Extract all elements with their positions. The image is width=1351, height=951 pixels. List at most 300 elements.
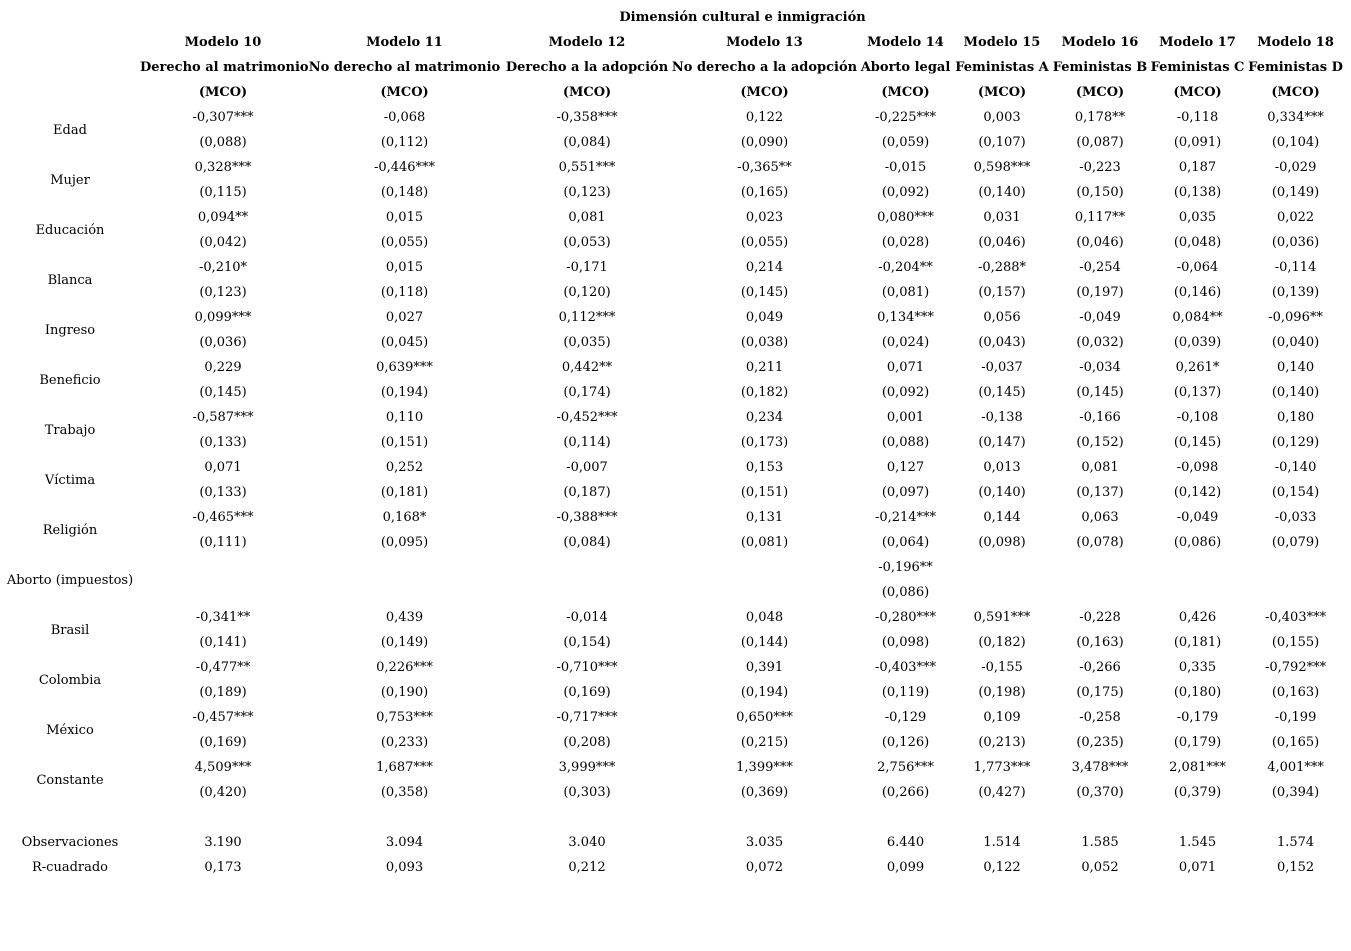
coefficient-cell: -0,129: [884, 710, 927, 725]
coefficient-cell: 0,084**: [1172, 310, 1223, 325]
coefficient-cell: -0,166: [1079, 410, 1121, 425]
standard-error-cell: (0,379): [1173, 785, 1222, 800]
standard-error-row: [0, 180, 1345, 205]
standard-error-row: [0, 330, 1345, 355]
stat-value-cell: 0,122: [983, 860, 1021, 875]
method-cell: (MCO): [562, 85, 612, 100]
standard-error-cell: (0,150): [1076, 185, 1124, 200]
coefficient-cell: 0,127: [886, 460, 925, 475]
coefficient-cell: 0,013: [983, 460, 1021, 475]
row-label: Brasil: [50, 622, 90, 638]
standard-error-cell: (0,107): [978, 135, 1026, 150]
standard-error-cell: (0,081): [881, 285, 930, 300]
standard-error-cell: (0,165): [1271, 735, 1320, 750]
dependent-variable-cell: Derecho al matrimonio: [140, 60, 309, 75]
standard-error-cell: (0,055): [380, 235, 429, 250]
coefficient-cell: 0,015: [385, 210, 424, 225]
standard-error-cell: (0,147): [978, 435, 1026, 450]
coefficient-cell: 0,187: [1178, 160, 1217, 175]
standard-error-row: [0, 280, 1345, 305]
standard-error-cell: (0,151): [740, 485, 789, 500]
standard-error-cell: (0,149): [380, 635, 429, 650]
coefficient-row: [0, 705, 1345, 730]
standard-error-cell: [503, 580, 671, 605]
table-title: Dimensión cultural e inmigración: [619, 10, 866, 25]
dependent-variable-cell: Derecho a la adopción: [505, 60, 669, 75]
coefficient-cell: -0,204**: [878, 260, 933, 275]
empty-corner-cell: [0, 5, 140, 30]
coefficient-cell: -0,014: [566, 610, 608, 625]
standard-error-cell: (0,118): [380, 285, 429, 300]
stat-value-cell: 3.035: [745, 835, 784, 850]
standard-error-cell: (0,104): [1271, 135, 1320, 150]
coefficient-cell: [953, 555, 1051, 580]
standard-error-cell: (0,145): [1173, 435, 1222, 450]
standard-error-cell: (0,181): [1173, 635, 1222, 650]
coefficient-row: [0, 505, 1345, 530]
coefficient-row: [0, 655, 1345, 680]
coefficient-cell: 0,328***: [194, 160, 252, 175]
standard-error-cell: (0,358): [380, 785, 429, 800]
standard-error-cell: (0,120): [563, 285, 611, 300]
stat-label: Observaciones: [21, 835, 119, 850]
coefficient-cell: 0,391: [745, 660, 784, 675]
standard-error-cell: (0,180): [1173, 685, 1222, 700]
standard-error-cell: (0,194): [740, 685, 789, 700]
standard-error-cell: (0,046): [978, 235, 1026, 250]
dependent-variable-cell: No derecho a la adopción: [671, 60, 858, 75]
standard-error-row: [0, 430, 1345, 455]
coefficient-cell: -0,254: [1079, 260, 1121, 275]
stat-value-cell: 3.040: [568, 835, 606, 850]
standard-error-cell: [306, 580, 503, 605]
coefficient-cell: 0,226***: [376, 660, 433, 675]
coefficient-cell: 0,023: [745, 210, 784, 225]
row-label: Mujer: [50, 172, 90, 188]
coefficient-cell: 0,442**: [561, 360, 613, 375]
row-label: Víctima: [44, 472, 96, 488]
coefficient-cell: -0,446***: [373, 160, 436, 175]
standard-error-cell: (0,163): [1271, 685, 1320, 700]
coefficient-cell: -0,007: [566, 460, 608, 475]
standard-error-cell: (0,119): [881, 685, 930, 700]
standard-error-cell: (0,097): [881, 485, 930, 500]
coefficient-row: [0, 105, 1345, 130]
standard-error-cell: (0,394): [1271, 785, 1320, 800]
standard-error-cell: (0,092): [881, 185, 930, 200]
coefficient-cell: -0,155: [981, 660, 1023, 675]
standard-error-cell: (0,140): [1271, 385, 1320, 400]
coefficient-cell: -0,029: [1274, 160, 1317, 175]
standard-error-cell: (0,039): [1173, 335, 1222, 350]
standard-error-cell: (0,235): [1076, 735, 1124, 750]
standard-error-cell: (0,141): [199, 635, 247, 650]
standard-error-row: [0, 380, 1345, 405]
method-cell: (MCO): [380, 85, 429, 100]
standard-error-cell: (0,151): [380, 435, 429, 450]
coefficient-cell: [1246, 555, 1345, 580]
standard-error-cell: (0,088): [881, 435, 930, 450]
standard-error-cell: (0,028): [881, 235, 930, 250]
coefficient-cell: 0,080***: [877, 210, 934, 225]
standard-error-row: [0, 530, 1345, 555]
stat-label: R-cuadrado: [31, 860, 109, 875]
dependent-variable-cell: Feministas C: [1150, 60, 1245, 75]
coefficient-cell: -0,280***: [874, 610, 937, 625]
coefficient-cell: 0,081: [568, 210, 606, 225]
coefficient-cell: 4,001***: [1267, 760, 1324, 775]
standard-error-cell: (0,133): [199, 485, 247, 500]
standard-error-cell: (0,149): [1271, 185, 1320, 200]
standard-error-cell: (0,215): [740, 735, 789, 750]
coefficient-cell: -0,098: [1176, 460, 1219, 475]
standard-error-cell: (0,115): [199, 185, 247, 200]
standard-error-cell: (0,145): [740, 285, 789, 300]
standard-error-cell: (0,154): [563, 635, 611, 650]
standard-error-cell: (0,174): [563, 385, 611, 400]
coefficient-cell: 0,112***: [558, 310, 616, 325]
coefficient-cell: 0,117**: [1074, 210, 1126, 225]
coefficient-cell: -0,465***: [192, 510, 254, 525]
coefficient-cell: 0,015: [385, 260, 424, 275]
standard-error-cell: (0,427): [978, 785, 1026, 800]
stat-value-cell: 1.545: [1178, 835, 1217, 850]
standard-error-cell: (0,152): [1076, 435, 1124, 450]
coefficient-row: [0, 205, 1345, 230]
method-cell: (MCO): [198, 85, 248, 100]
coefficient-cell: 0,591***: [973, 610, 1031, 625]
coefficient-cell: 0,003: [983, 110, 1021, 125]
coefficient-cell: 3,999***: [558, 760, 616, 775]
model-name-cell: Modelo 17: [1159, 35, 1236, 50]
method-cell: (MCO): [1173, 85, 1222, 100]
dependent-variable-cell: Feministas B: [1052, 60, 1148, 75]
standard-error-cell: (0,140): [978, 485, 1026, 500]
coefficient-row: [0, 605, 1345, 630]
stat-value-cell: 0,071: [1178, 860, 1217, 875]
stat-value-cell: 0,099: [886, 860, 925, 875]
standard-error-cell: (0,189): [199, 685, 247, 700]
standard-error-cell: (0,092): [881, 385, 930, 400]
standard-error-cell: (0,038): [740, 335, 789, 350]
model-name-cell: Modelo 12: [548, 35, 626, 50]
coefficient-cell: -0,341**: [195, 610, 251, 625]
coefficient-cell: 0,001: [886, 410, 925, 425]
coefficient-cell: 0,252: [385, 460, 424, 475]
standard-error-cell: (0,090): [740, 135, 789, 150]
coefficient-cell: 0,027: [385, 310, 424, 325]
coefficient-cell: 0,071: [886, 360, 925, 375]
coefficient-cell: -0,452***: [556, 410, 618, 425]
dependent-variable-cell: No derecho al matrimonio: [308, 60, 501, 75]
coefficient-cell: 0,140: [1276, 360, 1315, 375]
coefficient-cell: -0,049: [1079, 310, 1121, 325]
coefficient-cell: 0,110: [385, 410, 424, 425]
standard-error-cell: (0,175): [1076, 685, 1124, 700]
standard-error-cell: (0,087): [1076, 135, 1124, 150]
coefficient-cell: -0,118: [1176, 110, 1219, 125]
row-label: Trabajo: [44, 422, 96, 438]
standard-error-cell: (0,138): [1173, 185, 1222, 200]
standard-error-cell: (0,266): [881, 785, 930, 800]
coefficient-cell: 0,168*: [382, 510, 427, 525]
row-label: Educación: [35, 222, 105, 238]
standard-error-cell: (0,146): [1173, 285, 1222, 300]
coefficient-cell: -0,358***: [556, 110, 618, 125]
coefficient-cell: 0,180: [1276, 410, 1315, 425]
standard-error-cell: (0,129): [1271, 435, 1320, 450]
coefficient-cell: 0,598***: [973, 160, 1031, 175]
stat-value-cell: 0,173: [204, 860, 242, 875]
coefficient-cell: -0,587***: [192, 410, 254, 425]
model-name-cell: Modelo 18: [1257, 35, 1334, 50]
coefficient-cell: 0,335: [1178, 660, 1217, 675]
stat-value-cell: 0,093: [385, 860, 424, 875]
spacer-cell: [0, 805, 1345, 830]
standard-error-cell: (0,179): [1173, 735, 1222, 750]
standard-error-cell: (0,084): [563, 535, 611, 550]
coefficient-cell: 0,131: [745, 510, 784, 525]
standard-error-cell: (0,036): [1271, 235, 1320, 250]
row-label: Constante: [36, 772, 104, 788]
coefficient-cell: -0,096**: [1268, 310, 1323, 325]
standard-error-cell: (0,157): [978, 285, 1026, 300]
standard-error-cell: [1246, 580, 1345, 605]
coefficient-cell: 1,773***: [973, 760, 1031, 775]
coefficient-cell: 0,063: [1081, 510, 1119, 525]
coefficient-cell: 0,153: [745, 460, 784, 475]
coefficient-cell: -0,223: [1079, 160, 1121, 175]
coefficient-cell: [671, 555, 858, 580]
standard-error-cell: (0,035): [563, 335, 611, 350]
row-label: Colombia: [38, 672, 102, 688]
coefficient-row: [0, 355, 1345, 380]
empty-label-cell: [0, 30, 140, 55]
coefficient-row: [0, 155, 1345, 180]
coefficient-cell: 0,031: [983, 210, 1021, 225]
standard-error-cell: (0,303): [563, 785, 611, 800]
coefficient-cell: -0,365**: [737, 160, 792, 175]
coefficient-cell: 0,639***: [376, 360, 433, 375]
standard-error-cell: (0,233): [380, 735, 429, 750]
summary-stat-row: [0, 830, 1345, 855]
coefficient-cell: 0,650***: [736, 710, 793, 725]
coefficient-cell: -0,403***: [874, 660, 937, 675]
model-name-cell: Modelo 13: [726, 35, 803, 50]
coefficient-cell: -0,171: [566, 260, 608, 275]
standard-error-cell: (0,086): [1173, 535, 1222, 550]
empty-label-cell: [0, 80, 140, 105]
coefficient-cell: 0,214: [745, 260, 784, 275]
standard-error-cell: (0,059): [881, 135, 930, 150]
standard-error-row: [0, 680, 1345, 705]
coefficient-cell: -0,064: [1176, 260, 1219, 275]
model-name-cell: Modelo 15: [963, 35, 1041, 50]
coefficient-cell: 0,099***: [194, 310, 252, 325]
coefficient-cell: -0,288*: [977, 260, 1027, 275]
standard-error-cell: (0,053): [563, 235, 611, 250]
model-name-cell: Modelo 16: [1061, 35, 1139, 50]
coefficient-cell: -0,114: [1274, 260, 1317, 275]
standard-error-cell: (0,163): [1076, 635, 1124, 650]
standard-error-cell: (0,098): [881, 635, 930, 650]
coefficient-cell: 1,687***: [376, 760, 433, 775]
standard-error-cell: (0,197): [1076, 285, 1124, 300]
coefficient-cell: -0,710***: [556, 660, 618, 675]
standard-error-row: [0, 780, 1345, 805]
standard-error-cell: (0,126): [881, 735, 930, 750]
coefficient-cell: -0,068: [383, 110, 426, 125]
standard-error-cell: (0,154): [1271, 485, 1320, 500]
coefficient-cell: 0,144: [983, 510, 1021, 525]
method-cell: (MCO): [1075, 85, 1125, 100]
standard-error-cell: (0,095): [380, 535, 429, 550]
coefficient-cell: 0,229: [204, 360, 242, 375]
model-name-cell: Modelo 11: [366, 35, 443, 50]
coefficient-cell: -0,049: [1176, 510, 1219, 525]
standard-error-cell: [671, 580, 858, 605]
coefficient-cell: -0,138: [981, 410, 1023, 425]
standard-error-cell: (0,036): [199, 335, 247, 350]
row-label: México: [46, 722, 94, 738]
coefficient-cell: 2,756***: [877, 760, 934, 775]
coefficient-cell: 0,753***: [376, 710, 433, 725]
standard-error-cell: (0,032): [1076, 335, 1124, 350]
coefficient-cell: -0,792***: [1264, 660, 1327, 675]
dependent-variable-cell: Feministas A: [955, 60, 1049, 75]
spacer-row: [0, 805, 1345, 830]
coefficient-cell: 0,071: [204, 460, 242, 475]
standard-error-cell: (0,042): [199, 235, 247, 250]
row-label: Blanca: [47, 272, 93, 288]
row-label: Aborto (impuestos): [6, 572, 134, 588]
method-row: [0, 80, 1345, 105]
coefficient-row: [0, 755, 1345, 780]
coefficient-cell: [1051, 555, 1149, 580]
coefficient-cell: [503, 555, 671, 580]
coefficient-cell: 2,081***: [1169, 760, 1226, 775]
standard-error-cell: (0,114): [563, 435, 611, 450]
coefficient-cell: 1,399***: [736, 760, 793, 775]
stat-value-cell: 1.585: [1081, 835, 1119, 850]
standard-error-cell: (0,084): [563, 135, 611, 150]
standard-error-cell: (0,112): [380, 135, 429, 150]
coefficient-cell: -0,266: [1079, 660, 1121, 675]
standard-error-row: [0, 480, 1345, 505]
standard-error-cell: (0,173): [740, 435, 789, 450]
standard-error-cell: (0,420): [199, 785, 247, 800]
coefficient-cell: [140, 555, 306, 580]
coefficient-cell: -0,225***: [874, 110, 937, 125]
row-label: Religión: [42, 522, 98, 538]
coefficient-cell: -0,179: [1176, 710, 1219, 725]
coefficient-cell: 0,048: [745, 610, 784, 625]
standard-error-cell: (0,078): [1076, 535, 1124, 550]
standard-error-cell: (0,145): [978, 385, 1026, 400]
coefficient-cell: -0,388***: [556, 510, 618, 525]
coefficient-cell: 0,094**: [197, 210, 249, 225]
standard-error-cell: (0,369): [740, 785, 789, 800]
standard-error-cell: (0,145): [1076, 385, 1124, 400]
dependent-variable-row: [0, 55, 1345, 80]
standard-error-cell: (0,048): [1173, 235, 1222, 250]
coefficient-cell: 0,056: [983, 310, 1021, 325]
coefficient-cell: 0,122: [745, 110, 784, 125]
coefficient-cell: 0,334***: [1267, 110, 1324, 125]
coefficient-cell: -0,140: [1274, 460, 1317, 475]
coefficient-row: [0, 405, 1345, 430]
standard-error-cell: (0,139): [1271, 285, 1320, 300]
coefficient-cell: 0,134***: [877, 310, 934, 325]
standard-error-cell: (0,169): [199, 735, 247, 750]
coefficient-cell: -0,210*: [198, 260, 248, 275]
coefficient-row: [0, 455, 1345, 480]
standard-error-cell: (0,190): [380, 685, 429, 700]
stat-value-cell: 0,052: [1081, 860, 1119, 875]
standard-error-cell: (0,137): [1076, 485, 1124, 500]
standard-error-row: [0, 230, 1345, 255]
stat-value-cell: 1.574: [1276, 835, 1315, 850]
standard-error-cell: (0,055): [740, 235, 789, 250]
standard-error-cell: (0,024): [881, 335, 930, 350]
coefficient-cell: -0,228: [1079, 610, 1121, 625]
standard-error-cell: (0,181): [380, 485, 429, 500]
standard-error-cell: (0,081): [740, 535, 789, 550]
standard-error-cell: (0,182): [978, 635, 1026, 650]
standard-error-row: [0, 130, 1345, 155]
standard-error-row: [0, 580, 1345, 605]
standard-error-cell: (0,182): [740, 385, 789, 400]
standard-error-cell: (0,137): [1173, 385, 1222, 400]
row-label: Edad: [53, 122, 87, 138]
row-label: Beneficio: [39, 372, 101, 388]
coefficient-cell: 0,109: [983, 710, 1021, 725]
standard-error-cell: (0,198): [978, 685, 1026, 700]
coefficient-cell: 0,049: [745, 310, 784, 325]
standard-error-cell: (0,123): [199, 285, 247, 300]
coefficient-cell: 0,551***: [558, 160, 616, 175]
coefficient-cell: -0,477**: [195, 660, 251, 675]
method-cell: (MCO): [881, 85, 930, 100]
dependent-variable-cell: Aborto legal: [860, 60, 951, 75]
method-cell: (MCO): [740, 85, 789, 100]
coefficient-row: [0, 305, 1345, 330]
stat-value-cell: 0,072: [745, 860, 784, 875]
standard-error-cell: (0,111): [199, 535, 247, 550]
standard-error-cell: [1051, 580, 1149, 605]
stat-value-cell: 3.190: [204, 835, 242, 850]
standard-error-cell: (0,370): [1076, 785, 1124, 800]
coefficient-cell: -0,403***: [1264, 610, 1327, 625]
standard-error-cell: (0,142): [1173, 485, 1222, 500]
standard-error-cell: [1149, 580, 1246, 605]
coefficient-cell: [1149, 555, 1246, 580]
standard-error-cell: (0,208): [563, 735, 611, 750]
coefficient-cell: 0,178**: [1074, 110, 1126, 125]
coefficient-cell: -0,033: [1274, 510, 1317, 525]
coefficient-cell: 3,478***: [1071, 760, 1129, 775]
row-label: Ingreso: [44, 322, 96, 338]
stat-value-cell: 0,152: [1276, 860, 1315, 875]
standard-error-cell: (0,140): [978, 185, 1026, 200]
standard-error-cell: (0,194): [380, 385, 429, 400]
dependent-variable-cell: Feministas D: [1248, 60, 1343, 75]
coefficient-cell: -0,034: [1079, 360, 1121, 375]
standard-error-cell: (0,144): [740, 635, 789, 650]
coefficient-cell: 0,439: [385, 610, 424, 625]
standard-error-cell: (0,169): [563, 685, 611, 700]
coefficient-cell: -0,214***: [874, 510, 937, 525]
